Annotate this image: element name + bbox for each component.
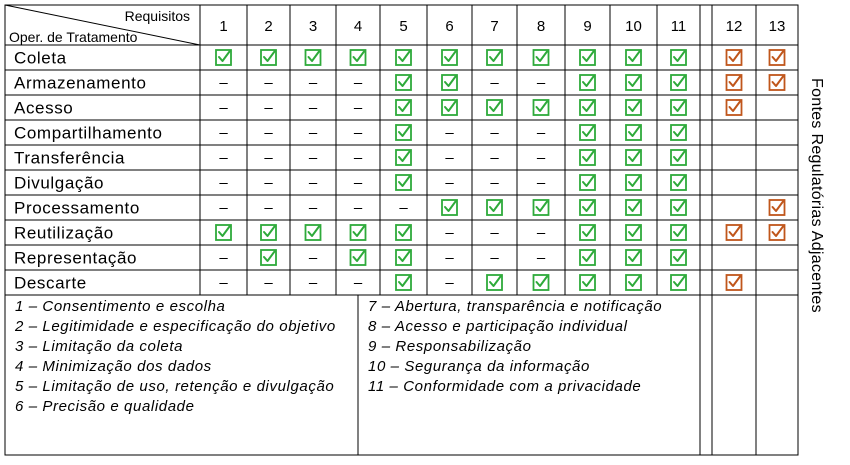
check-box-icon — [534, 100, 549, 115]
check-box-icon — [487, 200, 502, 215]
check-box-icon — [580, 225, 595, 240]
check-box-icon — [580, 200, 595, 215]
legend-item: 10 – Segurança da informação — [368, 358, 590, 375]
check-box-icon — [442, 50, 457, 65]
check-box-icon — [727, 75, 742, 90]
check-box-icon — [626, 250, 641, 265]
dash-cell: – — [308, 124, 318, 142]
dash-cell: – — [536, 149, 546, 167]
dash-cell: – — [264, 199, 273, 217]
legend-item: 5 – Limitação de uso, retenção e divulgação — [15, 378, 335, 395]
check-box-icon — [534, 275, 549, 290]
dash-cell: – — [308, 74, 318, 92]
column-header-6: 6 — [445, 18, 454, 35]
column-header-3: 3 — [308, 18, 318, 35]
column-header-2: 2 — [264, 18, 273, 35]
dash-cell: – — [219, 124, 228, 142]
column-header-12: 12 — [725, 18, 743, 35]
check-box-icon — [626, 75, 641, 90]
check-box-icon — [727, 100, 742, 115]
dash-cell: – — [445, 224, 454, 242]
dash-cell: – — [219, 249, 228, 267]
check-box-icon — [626, 125, 641, 140]
legend-item: 3 – Limitação da coleta — [15, 338, 184, 355]
legend-item: 8 – Acesso e participação individual — [368, 318, 628, 335]
check-box-icon — [396, 250, 411, 265]
column-header-9: 9 — [583, 18, 592, 35]
check-box-icon — [216, 225, 231, 240]
legend-item: 4 – Minimização dos dados — [15, 358, 212, 375]
legend-left — [15, 297, 345, 417]
check-box-icon — [534, 200, 549, 215]
check-box-icon — [396, 150, 411, 165]
dash-cell: – — [308, 249, 318, 267]
dash-cell: – — [490, 224, 499, 242]
column-header-11: 11 — [670, 18, 687, 35]
column-header-8: 8 — [536, 18, 546, 35]
dash-cell: – — [264, 74, 273, 92]
check-box-icon — [580, 50, 595, 65]
dash-cell: – — [353, 99, 363, 117]
dash-cell: – — [399, 199, 408, 217]
dash-cell: – — [445, 149, 454, 167]
check-box-icon — [770, 75, 785, 90]
dash-cell: – — [219, 149, 228, 167]
check-box-icon — [534, 50, 549, 65]
check-box-icon — [770, 50, 785, 65]
dash-cell: – — [353, 174, 363, 192]
legend-item: 7 – Abertura, transparência e notificação — [368, 298, 663, 315]
dash-cell: – — [219, 99, 228, 117]
dash-cell: – — [219, 74, 228, 92]
check-box-icon — [671, 50, 686, 65]
dash-cell: – — [353, 124, 363, 142]
row-label: Divulgação — [14, 173, 105, 193]
check-box-icon — [396, 125, 411, 140]
check-box-icon — [580, 250, 595, 265]
check-box-icon — [671, 150, 686, 165]
row-label: Descarte — [14, 273, 87, 293]
check-box-icon — [727, 50, 742, 65]
dash-cell: – — [219, 199, 228, 217]
check-box-icon — [351, 250, 366, 265]
dash-cell: – — [536, 124, 546, 142]
legend-item: 1 – Consentimento e escolha — [15, 298, 226, 315]
check-box-icon — [626, 150, 641, 165]
check-box-icon — [626, 275, 641, 290]
header-oper-tratamento: Oper. de Tratamento — [9, 29, 138, 45]
dash-cell: – — [353, 149, 363, 167]
check-box-icon — [261, 250, 276, 265]
check-box-icon — [351, 50, 366, 65]
dash-cell: – — [445, 124, 454, 142]
dash-cell: – — [490, 74, 499, 92]
dash-cell: – — [536, 224, 546, 242]
dash-cell: – — [353, 74, 363, 92]
check-box-icon — [580, 125, 595, 140]
check-box-icon — [626, 100, 641, 115]
row-label: Representação — [14, 248, 138, 268]
dash-cell: – — [264, 124, 273, 142]
dash-cell: – — [308, 99, 318, 117]
row-label: Transferência — [14, 148, 126, 168]
column-header-1: 1 — [219, 18, 228, 35]
check-box-icon — [671, 100, 686, 115]
row-label: Coleta — [14, 48, 67, 68]
check-box-icon — [396, 175, 411, 190]
dash-cell: – — [219, 274, 228, 292]
dash-cell: – — [264, 274, 273, 292]
check-box-icon — [626, 175, 641, 190]
row-label: Armazenamento — [14, 73, 147, 93]
check-box-icon — [351, 225, 366, 240]
check-box-icon — [626, 50, 641, 65]
dash-cell: – — [445, 274, 454, 292]
legend-item: 2 – Legitimidade e especificação do objetivo — [15, 318, 336, 335]
legend-item: 9 – Responsabilização — [368, 338, 532, 355]
dash-cell: – — [490, 149, 499, 167]
dash-cell: – — [308, 149, 318, 167]
check-box-icon — [580, 175, 595, 190]
check-box-icon — [671, 250, 686, 265]
column-header-7: 7 — [490, 18, 499, 35]
check-box-icon — [727, 225, 742, 240]
dash-cell: – — [264, 99, 273, 117]
check-box-icon — [671, 75, 686, 90]
dash-cell: – — [353, 274, 363, 292]
dash-cell: – — [308, 199, 318, 217]
check-box-icon — [487, 275, 502, 290]
legend-right — [368, 297, 698, 397]
check-box-icon — [580, 75, 595, 90]
check-box-icon — [396, 225, 411, 240]
dash-cell: – — [353, 199, 363, 217]
check-box-icon — [487, 100, 502, 115]
dash-cell: – — [264, 149, 273, 167]
check-box-icon — [216, 50, 231, 65]
check-box-icon — [671, 225, 686, 240]
dash-cell: – — [219, 174, 228, 192]
dash-cell: – — [308, 274, 318, 292]
check-box-icon — [396, 75, 411, 90]
column-header-4: 4 — [353, 18, 363, 35]
dash-cell: – — [490, 124, 499, 142]
check-box-icon — [770, 225, 785, 240]
check-box-icon — [261, 225, 276, 240]
column-header-10: 10 — [625, 18, 642, 35]
column-header-5: 5 — [399, 18, 408, 35]
dash-cell: – — [536, 249, 546, 267]
dash-cell: – — [490, 174, 499, 192]
check-box-icon — [727, 275, 742, 290]
check-box-icon — [306, 225, 321, 240]
check-box-icon — [580, 275, 595, 290]
check-box-icon — [396, 100, 411, 115]
check-box-icon — [580, 150, 595, 165]
row-label: Acesso — [14, 98, 74, 118]
row-label: Processamento — [14, 198, 140, 218]
dash-cell: – — [445, 249, 454, 267]
dash-cell: – — [445, 174, 454, 192]
header-requisitos: Requisitos — [124, 8, 190, 24]
dash-cell: – — [536, 74, 546, 92]
check-box-icon — [671, 200, 686, 215]
column-header-13: 13 — [768, 18, 786, 35]
check-box-icon — [396, 50, 411, 65]
check-box-icon — [487, 50, 502, 65]
check-box-icon — [442, 100, 457, 115]
check-box-icon — [626, 200, 641, 215]
legend-item: 11 – Conformidade com a privacidade — [368, 378, 642, 395]
dash-cell: – — [308, 174, 318, 192]
row-label: Reutilização — [14, 223, 114, 243]
check-box-icon — [442, 200, 457, 215]
check-box-icon — [580, 100, 595, 115]
check-box-icon — [770, 200, 785, 215]
row-label: Compartilhamento — [14, 123, 163, 143]
check-box-icon — [671, 175, 686, 190]
dash-cell: – — [536, 174, 546, 192]
check-box-icon — [671, 275, 686, 290]
check-box-icon — [442, 75, 457, 90]
legend-item: 6 – Precisão e qualidade — [15, 398, 195, 415]
side-label-fontes: Fontes Regulatórias Adjacentes — [808, 78, 825, 313]
dash-cell: – — [264, 174, 273, 192]
check-box-icon — [261, 50, 276, 65]
check-box-icon — [626, 225, 641, 240]
check-box-icon — [671, 125, 686, 140]
check-box-icon — [306, 50, 321, 65]
check-box-icon — [396, 275, 411, 290]
dash-cell: – — [490, 249, 499, 267]
